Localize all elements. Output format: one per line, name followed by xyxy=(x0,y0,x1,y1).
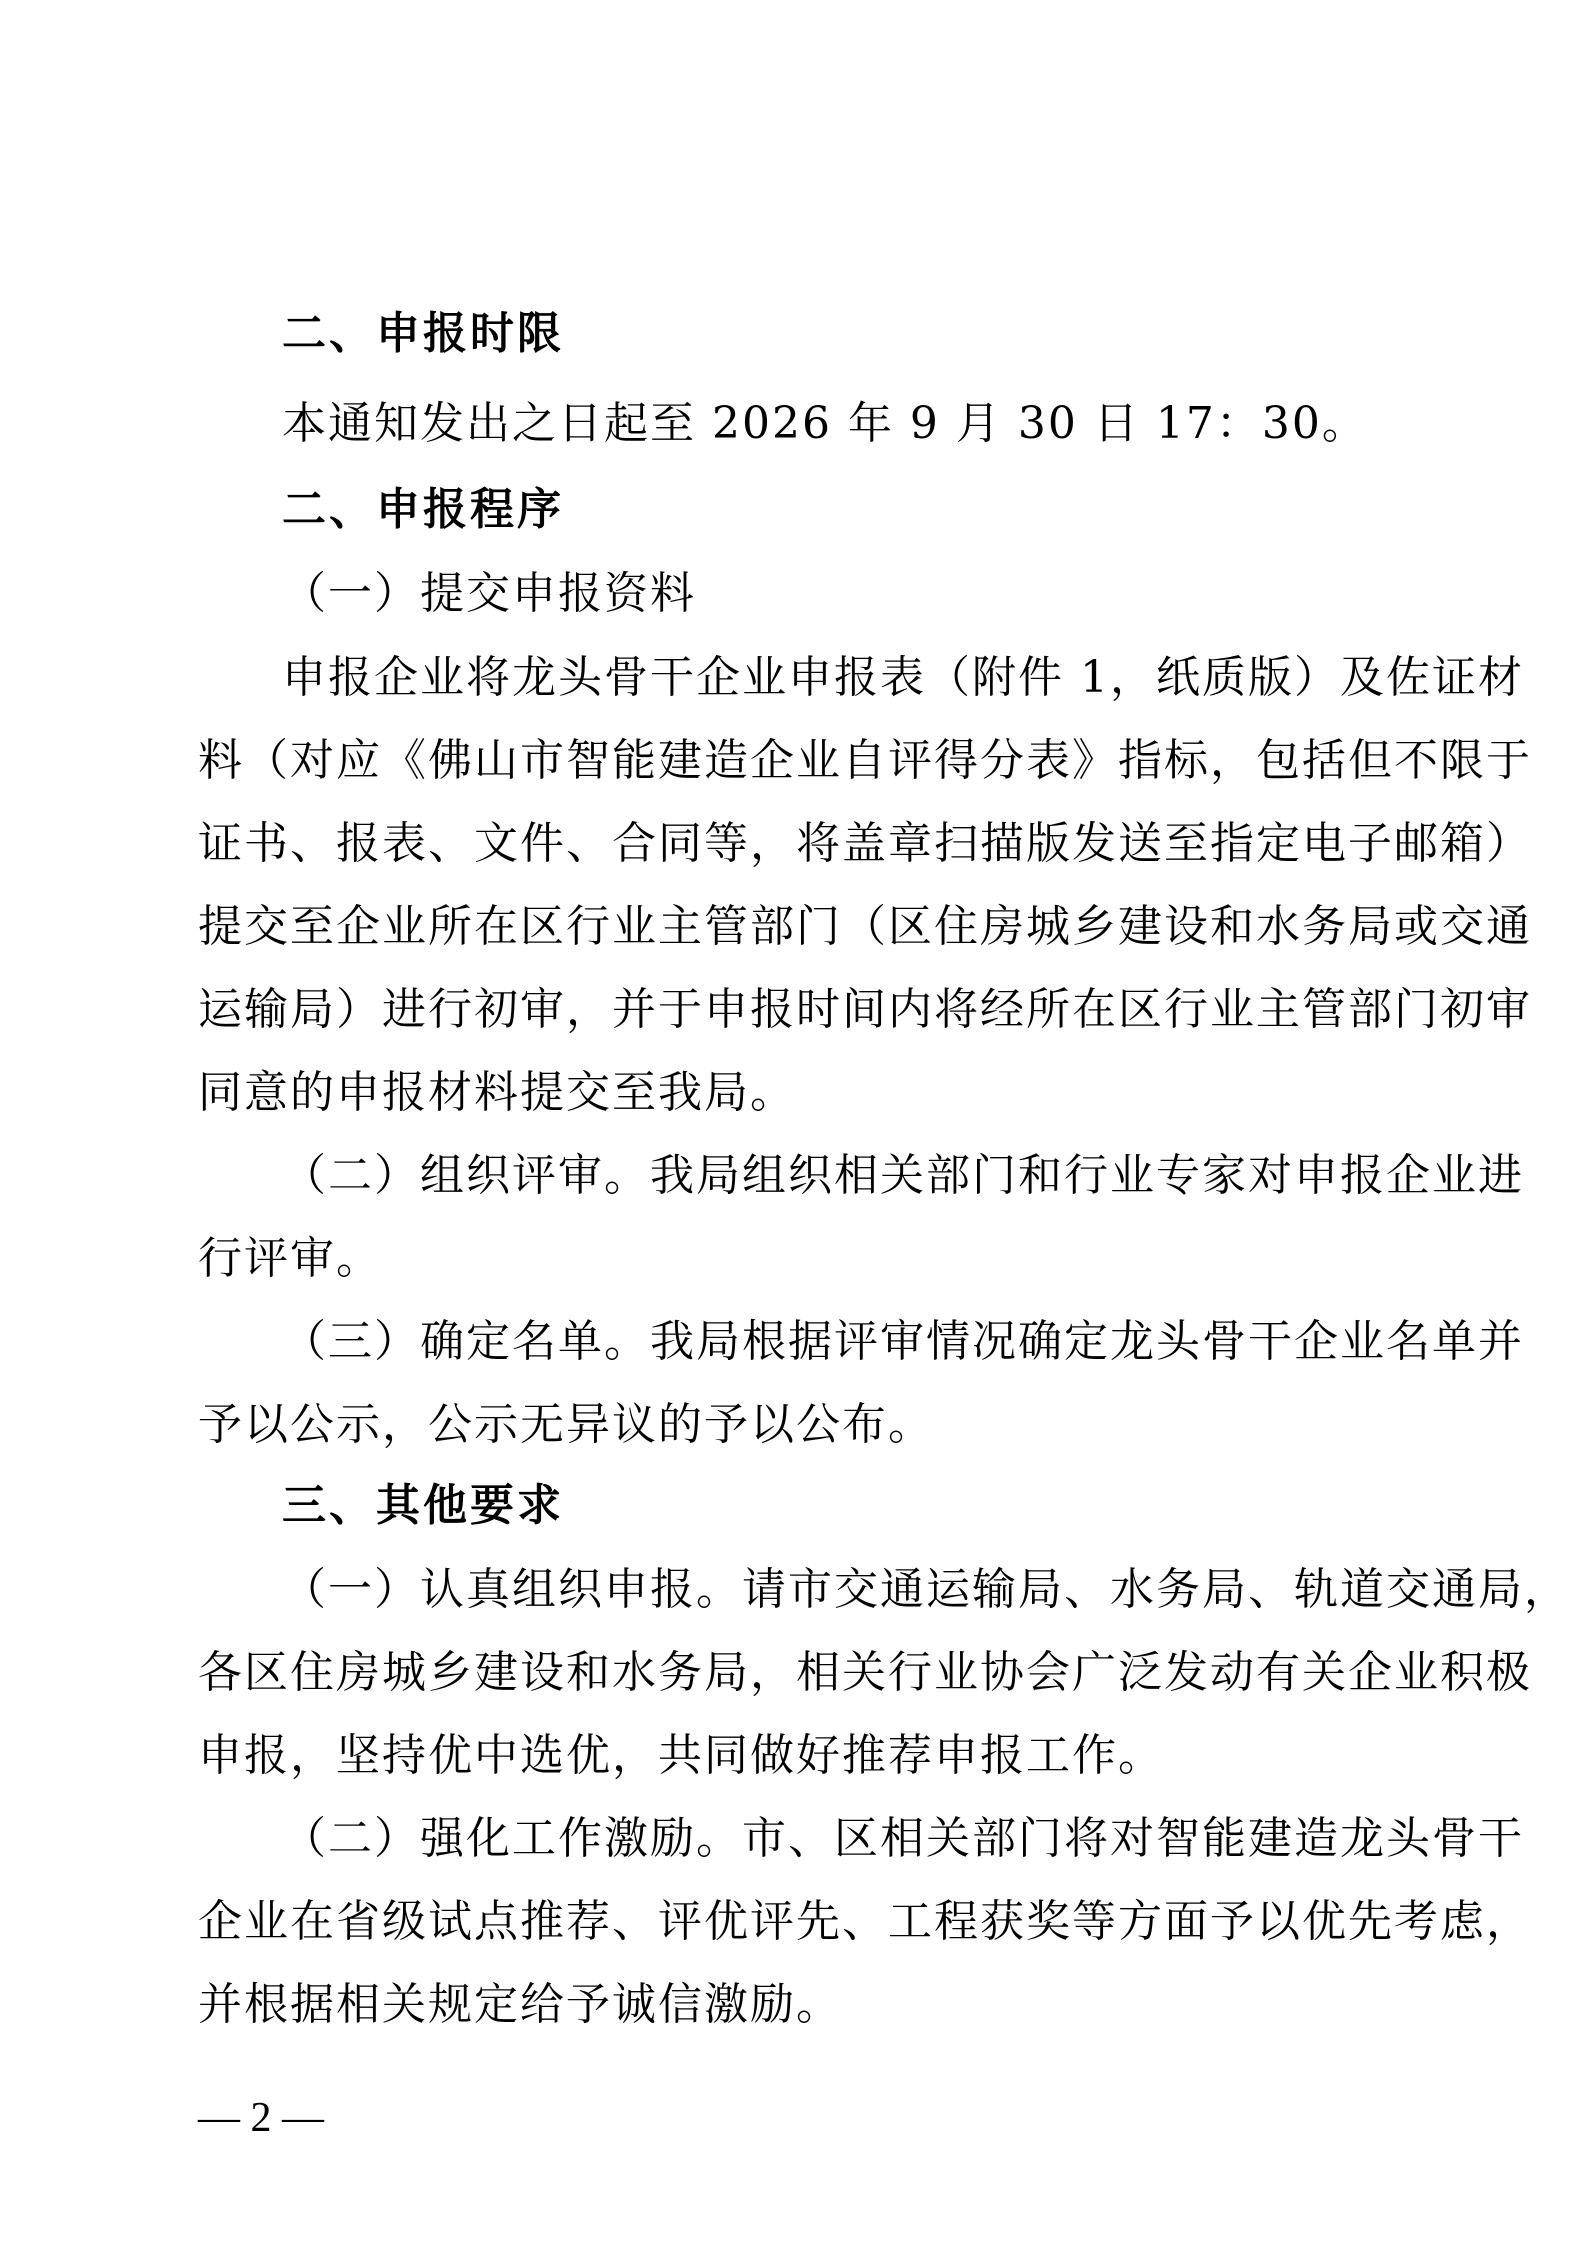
other-item1-line: 申报，坚持优中选优，共同做好推荐申报工作。 xyxy=(198,1730,1164,1781)
step1-line: 证书、报表、文件、合同等，将盖章扫描版发送至指定电子邮箱） xyxy=(198,818,1532,869)
step2-line: （二）组织评审。我局组织相关部门和行业专家对申报企业进 xyxy=(282,1150,1524,1201)
step1-line: 申报企业将龙头骨干企业申报表（附件 1，纸质版）及佐证材 xyxy=(282,652,1524,703)
step3-line: 予以公示，公示无异议的予以公布。 xyxy=(198,1399,934,1450)
section-procedure-heading: 二、申报程序 xyxy=(282,484,564,535)
step1-title: （一）提交申报资料 xyxy=(282,568,696,619)
step3-line: （三）确定名单。我局根据评审情况确定龙头骨干企业名单并 xyxy=(282,1316,1524,1367)
other-item1-line: （一）认真组织申报。请市交通运输局、水务局、轨道交通局， xyxy=(282,1564,1570,1615)
step1-line: 提交至企业所在区行业主管部门（区住房城乡建设和水务局或交通 xyxy=(198,901,1532,952)
step2-line: 行评审。 xyxy=(198,1233,382,1284)
other-item1-line: 各区住房城乡建设和水务局，相关行业协会广泛发动有关企业积极 xyxy=(198,1647,1532,1698)
step1-line: 料（对应《佛山市智能建造企业自评得分表》指标，包括但不限于 xyxy=(198,735,1532,786)
other-item2-line: （二）强化工作激励。市、区相关部门将对智能建造龙头骨干 xyxy=(282,1813,1524,1864)
other-item2-line: 并根据相关规定给予诚信激励。 xyxy=(198,1979,842,2030)
other-item2-line: 企业在省级试点推荐、评优评先、工程获奖等方面予以优先考虑， xyxy=(198,1896,1532,1947)
step1-line: 同意的申报材料提交至我局。 xyxy=(198,1067,796,1118)
section-deadline-heading: 二、申报时限 xyxy=(282,308,564,359)
page-number: — 2 — xyxy=(198,2095,324,2141)
section-other-heading: 三、其他要求 xyxy=(282,1480,564,1531)
section-deadline-body: 本通知发出之日起至 2026 年 9 月 30 日 17：30。 xyxy=(282,398,1368,449)
step1-line: 运输局）进行初审，并于申报时间内将经所在区行业主管部门初审 xyxy=(198,984,1532,1035)
